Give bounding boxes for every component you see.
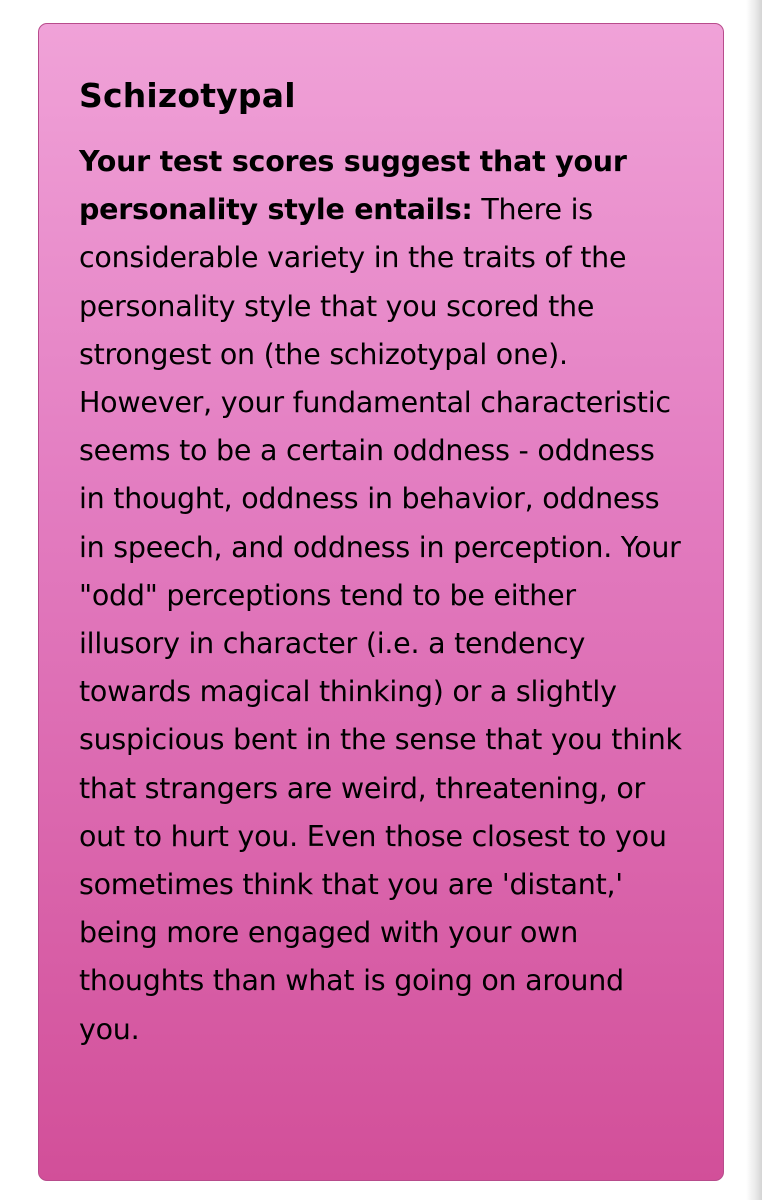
- result-lead: Your test scores suggest that your personality style entails:: [79, 145, 627, 227]
- result-description: [79, 138, 683, 1054]
- result-card: [38, 23, 724, 1181]
- result-title: Schizotypal: [79, 76, 296, 115]
- result-text: There is considerable variety in the traits of the personality style that you scored the strongest on (the schizotypal one). However, your fundamental characteristic seems to be a certain oddness - oddness in thought, oddness in behavior, oddness in speech, and oddness in perception. Your "odd" perceptions tend to be either illusory in character (i.e. a tendency towards magical thinking) or a slightly suspicious bent in the sense that you think that strangers are weird, threatening, or out to hurt you. Even those closest to you sometimes think that you are 'distant,' being more engaged with your own thoughts than what is going on around you.: [79, 193, 682, 1046]
- page-scroll-edge: [746, 0, 762, 1200]
